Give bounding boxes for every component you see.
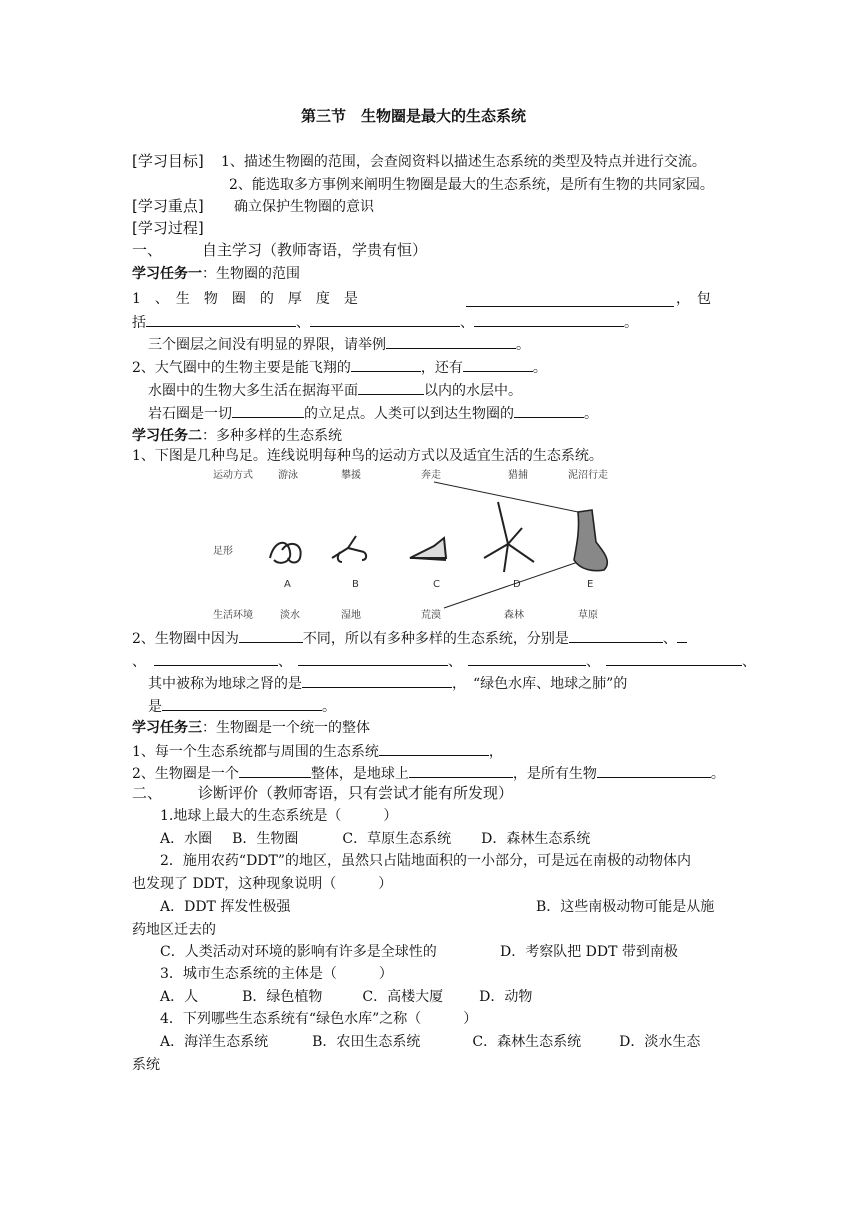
option[interactable]: B．农田生态系统 [312, 1034, 421, 1050]
task3-q1: 1、每一个生态系统都与周围的生态系统 ， [132, 741, 503, 762]
task2-title: 学习任务二：多种多样的生态系统 [132, 428, 342, 444]
option[interactable]: D．淡水生态 [619, 1034, 701, 1050]
option[interactable]: B．这些南极动物可能是从施 [536, 899, 715, 915]
option[interactable]: B．生物圈 [232, 831, 299, 847]
part1-title: 自主学习 [202, 241, 263, 259]
task2-q3: 其中被称为地球之肾的是 ， “绿色水库、地球之肺”的 [148, 673, 627, 694]
foot-a-icon [270, 543, 301, 563]
quiz-q2-line1: 2．施用农药“DDT”的地区，虽然只占陆地面积的一小部分，可是远在南极的动物体内 [160, 853, 692, 869]
answer-blank[interactable] [677, 628, 687, 643]
option[interactable]: A．水圈 [160, 831, 213, 847]
answer-blank[interactable] [302, 673, 452, 688]
part2-note: （教师寄语，只有尝试才能有所发现） [258, 784, 514, 802]
task2-q2: 2、生物圈中因为 不同，所以有多种多样的生态系统，分别是 、 [132, 628, 687, 649]
focus-text: 确立保护生物圈的意识 [234, 199, 374, 215]
answer-blank[interactable] [239, 763, 311, 778]
task1-q1-tail: ， 包 [676, 291, 711, 307]
answer-blank[interactable] [358, 380, 424, 395]
answer-blank[interactable] [386, 334, 516, 349]
part1-note: （教师寄语，学贵有恒） [262, 241, 428, 259]
option[interactable]: A．人 [160, 989, 199, 1005]
option[interactable]: D．森林生态系统 [481, 831, 591, 847]
option[interactable]: C．人类活动对环境的影响有许多是全球性的 [160, 944, 437, 960]
answer-blank[interactable] [310, 312, 460, 327]
task1-q2: 2、大气圈中的生物主要是能飞翔的 ，还有 。 [132, 357, 547, 378]
answer-blank[interactable] [351, 357, 421, 372]
quiz-q1: 1.地球上最大的生态系统是（ ） [160, 808, 398, 824]
page-title: 第三节 生物圈是最大的生态系统 [301, 107, 527, 125]
option-continued: 药地区迁去的 [132, 922, 216, 938]
process-label: [学习过程] [132, 219, 204, 237]
foot-c-icon [410, 538, 446, 560]
answer-blank[interactable] [298, 651, 448, 666]
fig-row-label: 生活环境 [213, 610, 253, 621]
task2-q2-blanks: 、 、 、 、 、 [132, 651, 756, 672]
fig-row-label: 足形 [213, 546, 233, 557]
task2-q4: 是 。 [148, 696, 336, 717]
fig-habitat: 荒漠 [421, 610, 441, 621]
option[interactable]: C．草原生态系统 [342, 831, 452, 847]
answer-blank[interactable] [239, 628, 303, 643]
answer-blank[interactable] [569, 628, 663, 643]
option[interactable]: C．森林生态系统 [472, 1034, 582, 1050]
task1-q1-example: 三个圈层之间没有明显的界限，请举例 。 [148, 334, 530, 355]
fig-habitat: 湿地 [341, 610, 361, 621]
goals-label: [学习目标] [132, 152, 204, 170]
answer-blank[interactable] [468, 651, 586, 666]
fig-letter: B [352, 579, 359, 590]
task1-q1-line2: 括 、 、 。 [132, 312, 638, 333]
task1-q3: 水圈中的生物大多生活在据海平面 以内的水层中。 [148, 380, 522, 401]
task1-q4: 岩石圈是一切 的立足点。人类可以到达生物圈的 。 [148, 403, 598, 424]
answer-blank[interactable] [162, 696, 322, 711]
quiz-q3-options [160, 987, 532, 1007]
part1-heading [132, 240, 427, 260]
fig-motion: 攀援 [341, 470, 361, 481]
option[interactable]: D．动物 [479, 989, 533, 1005]
fig-motion: 游泳 [278, 470, 298, 481]
part2-title: 诊断评价 [198, 784, 259, 802]
fig-habitat: 草原 [578, 610, 598, 621]
answer-blank[interactable] [597, 763, 711, 778]
option[interactable]: A．DDT 挥发性极强 [160, 899, 291, 915]
answer-blank[interactable] [463, 357, 533, 372]
bird-feet-figure [208, 462, 628, 622]
option-continued: 系统 [132, 1057, 160, 1073]
task3-q2: 2、生物圈是一个 整体，是地球上 ，是所有生物 。 [132, 763, 725, 784]
fig-motion: 猎捕 [508, 470, 528, 481]
quiz-q4-options [160, 1032, 700, 1052]
focus-label: [学习重点] [132, 197, 204, 215]
answer-blank[interactable] [409, 763, 513, 778]
task1-q1-line1: 1 、 生 物 圈 的 厚 度 是 [132, 291, 358, 307]
quiz-q2-line2: 也发现了 DDT，这种现象说明（ ） [132, 876, 393, 892]
goal-1: 1、描述生物圈的范围，会查阅资料以描述生态系统的类型及特点并进行交流。 [221, 154, 706, 170]
answer-blank[interactable] [154, 651, 278, 666]
answer-blank[interactable] [146, 312, 296, 327]
option[interactable]: D．考察队把 DDT 带到南极 [500, 944, 678, 960]
fig-letter: A [284, 579, 291, 590]
fig-row-label: 运动方式 [213, 470, 253, 481]
part1-number: 一、 [132, 241, 163, 259]
quiz-q3: 3．城市生态系统的主体是（ ） [160, 966, 393, 982]
task2-q1: 1、下图是几种鸟足。连线说明每种鸟的运动方式以及适宜生活的生态系统。 [132, 448, 603, 464]
option[interactable]: B．绿色植物 [242, 989, 323, 1005]
fig-motion: 泥沼行走 [568, 470, 608, 481]
fig-letter: E [587, 579, 594, 590]
foot-e-icon [574, 510, 607, 571]
quiz-q1-options [160, 829, 590, 849]
fig-motion: 奔走 [421, 470, 441, 481]
fig-letter: C [433, 579, 440, 590]
answer-blank[interactable] [466, 292, 674, 307]
answer-blank[interactable] [474, 312, 624, 327]
answer-blank[interactable] [514, 403, 584, 418]
task1-title: 学习任务一：生物圈的范围 [132, 266, 300, 282]
option[interactable]: A．海洋生态系统 [160, 1034, 269, 1050]
option[interactable]: C．高楼大厦 [362, 989, 444, 1005]
answer-blank[interactable] [232, 403, 304, 418]
fig-habitat: 淡水 [280, 610, 300, 621]
answer-blank[interactable] [379, 741, 489, 756]
answer-blank[interactable] [606, 651, 742, 666]
part2-number: 二、 [132, 784, 163, 802]
foot-b-icon [332, 536, 366, 562]
task3-title: 学习任务三：生物圈是一个统一的整体 [132, 720, 370, 736]
foot-d-icon [484, 502, 534, 572]
part2-heading [132, 783, 513, 803]
fig-habitat: 森林 [504, 610, 524, 621]
fig-letter: D [513, 579, 521, 590]
goal-2: 2、能选取多方事例来阐明生物圈是最大的生态系统，是所有生物的共同家园。 [229, 177, 714, 193]
quiz-q4: 4．下列哪些生态系统有“绿色水库”之称（ ） [160, 1011, 478, 1027]
